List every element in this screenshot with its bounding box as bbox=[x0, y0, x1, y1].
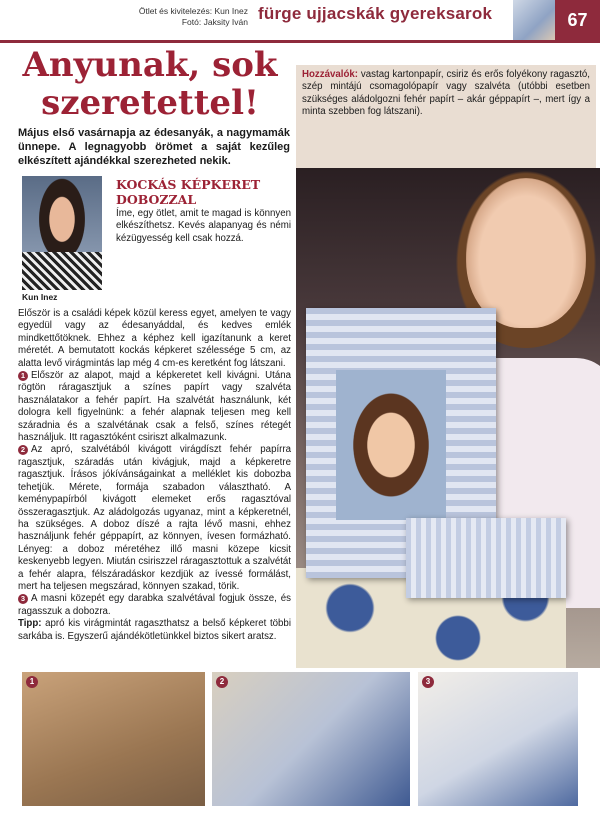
section-header bbox=[258, 4, 492, 24]
step-photo-1: 1 bbox=[22, 672, 205, 806]
portrait-caption: Kun Inez bbox=[22, 292, 58, 302]
step-photo-3: 3 bbox=[418, 672, 578, 806]
credits-photo: Fotó: Jaksity Iván bbox=[181, 17, 248, 27]
header-thumbnail bbox=[513, 0, 555, 40]
step-number-icon: 2 bbox=[18, 445, 28, 455]
intro-column bbox=[116, 208, 291, 245]
page-number: 67 bbox=[555, 0, 600, 40]
tip: Tipp: apró kis virágmintát ragaszthatsz a belső képkeret többi sarkába is. Egyszerű ajándékötletünkkel biztos sikert aratsz. bbox=[18, 618, 291, 642]
step-number-icon: 3 bbox=[18, 594, 28, 604]
step-photo-2: 2 bbox=[212, 672, 410, 806]
author-portrait bbox=[22, 176, 102, 290]
step-3: 3 A masni közepét egy darabka szalvétával fogjuk össze, és ragasszuk a dobozra. bbox=[18, 593, 291, 617]
step-number-icon: 1 bbox=[18, 371, 28, 381]
section-name: fürge ujjacskák bbox=[258, 4, 385, 23]
materials-label: Hozzávalók: bbox=[302, 69, 358, 80]
tip-label: Tipp: bbox=[18, 618, 42, 630]
header-rule bbox=[0, 40, 600, 43]
gift-box bbox=[406, 518, 566, 598]
materials-text: vastag kartonpapír, csiriz és erős folyékony ragasztó, szép mintájú csomagolópapír vagy szalvéta (utóbbi esetben szükséges aládolgozni fehér papírt – akár géppapírt –, mert így a minta szebben fog látszani). bbox=[302, 69, 590, 118]
step-1: 1 Először az alapot, majd a képkeretet kell kivágni. Utána rögtön ráragasztjuk a színes papírt vagy szalvéta használatakor a fehér papírt. Ha szalvétát használunk, két dologra kell figyelnünk: a fehér alapnak teljesen meg kell száradnia és a szalvétának csak a felső, színes rétegét használjuk. Itt ragasztóként csiriszt alkalmazunk. bbox=[18, 370, 291, 444]
article-lead: Május első vasárnapja az édesanyák, a nagymamák ünnepe. A legnagyobb örömet a saját kezűleg elkészített ajándékkal szerezheted nekik. bbox=[18, 127, 290, 167]
intro-paragraph-1: Íme, egy ötlet, amit te magad is könnyen elkészíthetsz. Kevés alapanyag és némi kézügyesség kell csak hozzá. bbox=[116, 208, 291, 244]
section-name-2: gyereksarok bbox=[389, 4, 493, 23]
article-subtitle: KOCKÁS KÉPKERET DOBOZZAL bbox=[116, 177, 261, 207]
intro-paragraph-2: Először is a családi képek közül keress egyet, amelyen te vagy egyedül vagy az édesanyáddal, és kedves emlék mindkettőtöknek. Ehhez a képhez kell igazítanunk a keret méretét. A bemutatott kockás képkeret szélessége 5 cm, az alatta levő virágmintás lap még 4 cm-es keretként fog látszani. bbox=[18, 308, 291, 369]
article-title: Anyunak, sok szeretettel! bbox=[22, 45, 278, 123]
credits-author: Ötlet és kivitelezés: Kun Inez bbox=[138, 6, 248, 16]
step-2: 2 Az apró, szalvétából kivágott virágdíszt fehér papírra ragasztjuk, száradás után kivágjuk, majd a képkeretre ragasztjuk. Írásos jókívánságainkat a melléklet kis dobozba tehetjük. Mérete, formája szabadon választható. A keménypapírból kivágott elemeket erős ragasztóval összeragasztjuk. Az aládolgozás ugyanaz, mint a képkeretnél, ha szükséges. A doboz díszé a rajta lévő masni, ehhez használjunk fehér géppapírt, az könnyen, ívesen formázható. Lényeg: a doboz méretéhez illő masni közepe kicsit keskenyebb legyen. Miután csiriszzel ráragasztottuk a szalvétát a fehér alapra, félszáradáskor kezdjük az ívessé formálást, mert ha teljesen megszárad, könnyen szakad, törik. bbox=[18, 444, 291, 592]
photo-credits bbox=[120, 6, 248, 28]
instructions bbox=[18, 308, 291, 643]
main-photo bbox=[296, 168, 600, 668]
materials-box bbox=[296, 65, 596, 168]
